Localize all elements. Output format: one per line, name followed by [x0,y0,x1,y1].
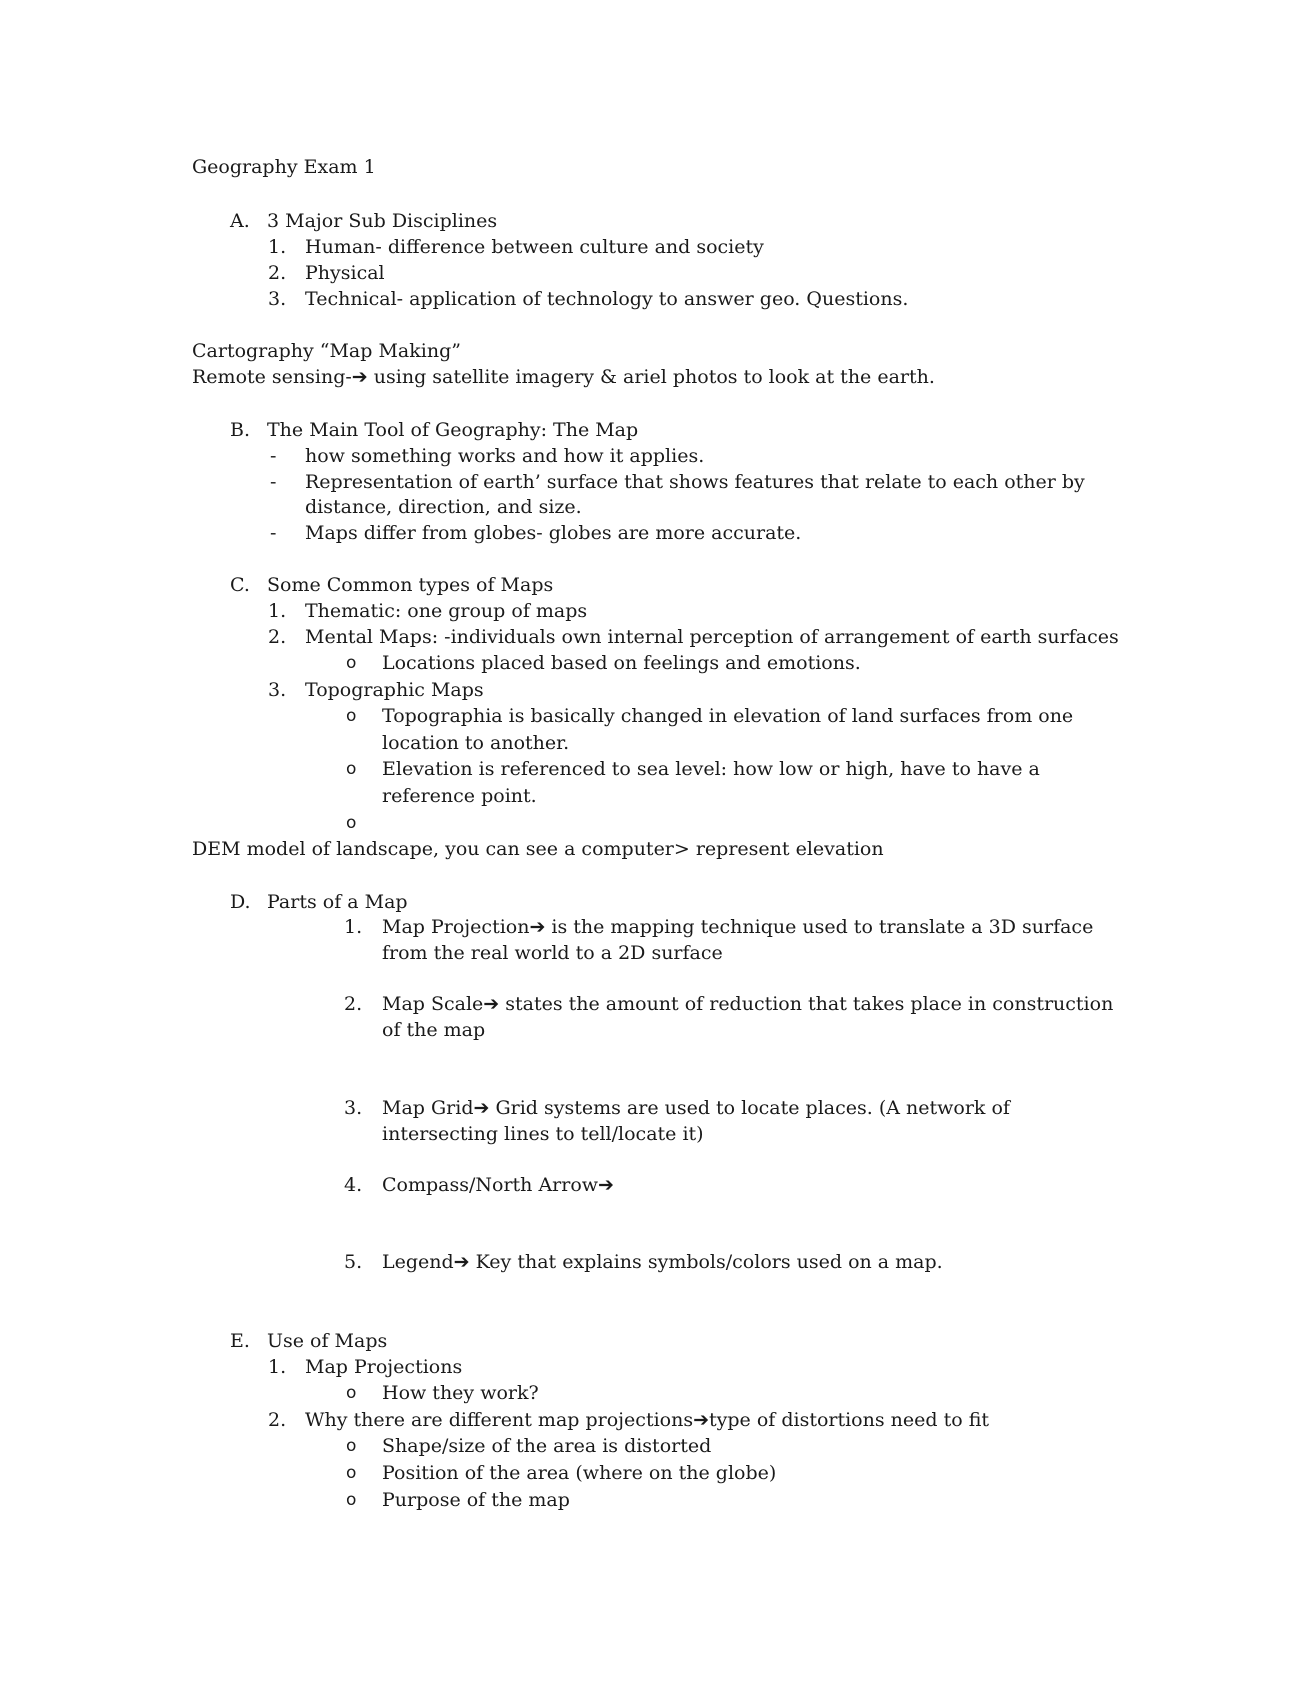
section-a-item-1: Human- difference between culture and society [305,236,764,258]
section-b-dash-2: - [270,471,277,493]
section-c-item-1: Thematic: one group of maps [305,600,588,622]
section-b-item-2-cont: distance, direction, and size. [305,496,582,518]
section-c-item-3: Topographic Maps [305,679,484,701]
section-c-item-2: Mental Maps: -individuals own internal perception of arrangement of earth surfaces [305,626,1119,648]
section-d-item-2-cont: of the map [382,1019,486,1041]
section-c-item-2-num: 2. [268,626,287,648]
section-b-item-1: how something works and how it applies. [305,445,705,467]
section-d-item-5: Legend➔ Key that explains symbols/colors used on a map. [382,1251,943,1273]
section-e-sub-bullet-1: o [346,1383,357,1403]
section-d-marker: D. [230,891,251,913]
section-a-item-2-num: 2. [268,262,287,284]
section-b-marker: B. [230,419,251,441]
section-c-item-3-sub-2-cont: reference point. [382,785,537,807]
section-c-item-3-num: 3. [268,679,287,701]
section-c-item-3-sub-1-cont: location to another. [382,732,570,754]
section-e-sub-bullet-3: o [346,1463,357,1483]
section-d-item-1-cont: from the real world to a 2D surface [382,942,723,964]
section-c-sub-bullet-2: o [346,706,357,726]
section-b-item-2: Representation of earth’ surface that shows features that relate to each other by [305,471,1085,493]
section-e-item-2-sub-3: Purpose of the map [382,1489,570,1511]
section-d-item-2: Map Scale➔ states the amount of reduction that takes place in construction [382,993,1114,1015]
document-title: Geography Exam 1 [192,156,376,178]
section-c-heading: Some Common types of Maps [267,574,554,596]
section-e-item-2: Why there are different map projections➔type of distortions need to fit [305,1409,989,1431]
section-d-item-5-num: 5. [344,1251,363,1273]
section-c-sub-bullet-1: o [346,653,357,673]
section-d-item-3-cont: intersecting lines to tell/locate it) [382,1123,704,1145]
section-b-heading: The Main Tool of Geography: The Map [267,419,639,441]
section-d-item-4: Compass/North Arrow➔ [382,1174,614,1196]
section-d-item-2-num: 2. [344,993,363,1015]
section-b-dash-3: - [270,522,277,544]
section-a-marker: A. [230,210,250,232]
section-c-item-2-sub: Locations placed based on feelings and emotions. [382,652,861,674]
section-c-item-3-sub-2: Elevation is referenced to sea level: how low or high, have to have a [382,758,1040,780]
section-d-item-3: Map Grid➔ Grid systems are used to locate places. (A network of [382,1097,1010,1119]
section-e-sub-bullet-4: o [346,1490,357,1510]
section-a-item-1-num: 1. [268,236,287,258]
section-e-item-1-sub: How they work? [382,1382,539,1404]
section-e-item-2-sub-1: Shape/size of the area is distorted [382,1435,712,1457]
section-e-item-1-num: 1. [268,1356,287,1378]
section-c-item-3-sub-1: Topographia is basically changed in elevation of land surfaces from one [382,705,1074,727]
section-c-marker: C. [230,574,250,596]
cartography-line: Cartography “Map Making” [192,340,461,362]
dem-line: DEM model of landscape, you can see a computer> represent elevation [192,838,884,860]
section-d-heading: Parts of a Map [267,891,408,913]
section-d-item-1: Map Projection➔ is the mapping technique used to translate a 3D surface [382,916,1094,938]
section-d-item-1-num: 1. [344,916,363,938]
section-b-dash-1: - [270,445,277,467]
section-c-item-1-num: 1. [268,600,287,622]
section-e-marker: E. [230,1330,250,1352]
section-c-sub-bullet-3: o [346,759,357,779]
section-b-item-3: Maps differ from globes- globes are more accurate. [305,522,802,544]
section-d-item-4-num: 4. [344,1174,363,1196]
remote-sensing-line: Remote sensing-➔ using satellite imagery & ariel photos to look at the earth. [192,366,935,388]
section-a-item-3: Technical- application of technology to answer geo. Questions. [305,288,909,310]
section-e-item-2-num: 2. [268,1409,287,1431]
section-a-heading: 3 Major Sub Disciplines [267,210,498,232]
section-d-item-3-num: 3. [344,1097,363,1119]
section-a-item-2: Physical [305,262,385,284]
section-c-sub-bullet-empty: o [346,813,357,833]
section-e-item-1: Map Projections [305,1356,463,1378]
section-e-sub-bullet-2: o [346,1436,357,1456]
section-a-item-3-num: 3. [268,288,287,310]
section-e-heading: Use of Maps [267,1330,388,1352]
section-e-item-2-sub-2: Position of the area (where on the globe) [382,1462,777,1484]
